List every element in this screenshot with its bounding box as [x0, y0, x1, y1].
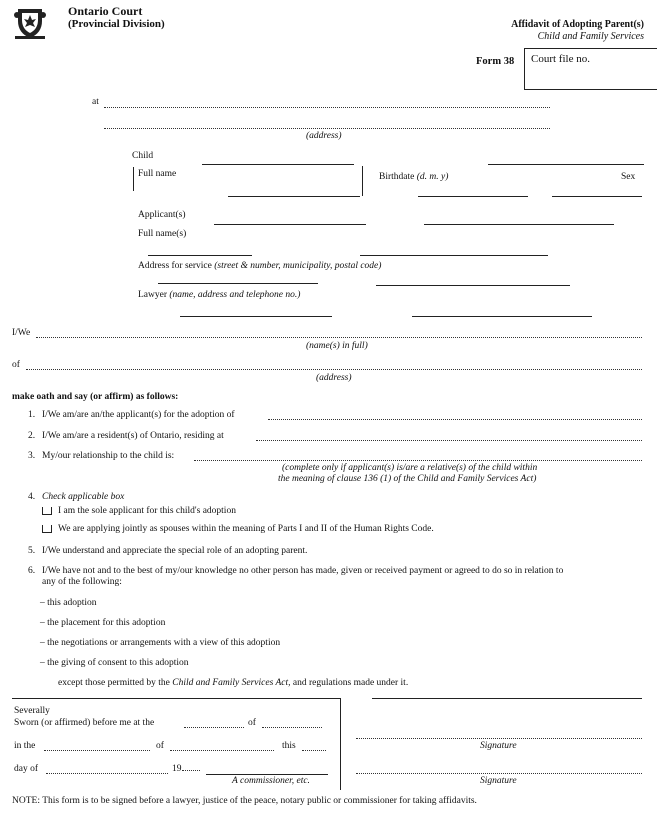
- p2-text: I/We am/are a resident(s) of Ontario, residing at: [42, 431, 224, 441]
- signature2-line[interactable]: [356, 773, 642, 774]
- form-subtitle: Child and Family Services: [537, 31, 644, 42]
- day-of-label: day of: [14, 764, 39, 774]
- in-the-of-label: of: [156, 741, 164, 751]
- p3-note-line1: (complete only if applicant(s) is/are a relative(s) of the child within: [282, 463, 538, 473]
- deponent-address-field[interactable]: [26, 369, 642, 370]
- sworn-of-label: of: [248, 718, 256, 728]
- child-rule: [202, 164, 354, 165]
- birthdate-label: Birthdate: [379, 172, 415, 182]
- child-name-field[interactable]: [228, 196, 360, 197]
- child-divider-left: [133, 167, 134, 191]
- birthdate-format: (d. m. y): [416, 172, 449, 182]
- full-name-label: Full name: [138, 169, 177, 179]
- applicants-label: Applicant(s): [138, 210, 186, 220]
- note-label: NOTE:: [12, 796, 40, 806]
- ontario-crest-icon: [12, 5, 48, 41]
- in-the-field[interactable]: [44, 750, 150, 751]
- applicant2-field[interactable]: [424, 224, 614, 225]
- at-label: at: [92, 97, 99, 107]
- applicant-name-extra2[interactable]: [360, 255, 548, 256]
- lawyer-field2[interactable]: [412, 316, 592, 317]
- of-label: of: [12, 360, 20, 370]
- signature1-line[interactable]: [356, 738, 642, 739]
- p6-item: – the negotiations or arrangements with a view of this adoption: [40, 638, 281, 648]
- sworn-of-field[interactable]: [262, 727, 322, 728]
- signature2-caption: Signature: [480, 776, 517, 786]
- signature1-caption: Signature: [480, 741, 517, 751]
- p2-number: 2.: [28, 431, 36, 441]
- p3-number: 3.: [28, 451, 36, 461]
- address-caption: (address): [306, 131, 342, 141]
- lawyer-label: Lawyer: [138, 290, 168, 300]
- deponent-names-field[interactable]: [36, 337, 642, 338]
- lawyer-hint: (name, address and telephone no.): [169, 290, 301, 300]
- p4-text: Check applicable box: [42, 492, 125, 502]
- p6-item: – the placement for this adoption: [40, 618, 166, 628]
- form-number: Form 38: [476, 56, 515, 67]
- p6-number: 6.: [28, 566, 36, 576]
- form-title: Affidavit of Adopting Parent(s): [511, 19, 644, 30]
- this-label: this: [282, 741, 296, 751]
- sex-field[interactable]: [552, 196, 642, 197]
- year-prefix: 19: [172, 764, 182, 774]
- sex-label: Sex: [621, 172, 636, 182]
- p6-except-prefix: except those permitted by the: [58, 678, 170, 688]
- court-file-number-box[interactable]: [524, 48, 657, 90]
- address-service-field1[interactable]: [158, 283, 318, 284]
- year-field[interactable]: [182, 770, 200, 771]
- applicant1-field[interactable]: [214, 224, 366, 225]
- p6-item: – the giving of consent to this adoption: [40, 658, 189, 668]
- p1-text: I/We am/are an/the applicant(s) for the adoption of: [42, 410, 235, 420]
- this-field[interactable]: [302, 750, 326, 751]
- p3-text: My/our relationship to the child is:: [42, 451, 175, 461]
- p3-field[interactable]: [194, 460, 642, 461]
- oath-line: make oath and say (or affirm) as follows:: [12, 392, 179, 402]
- p4-number: 4.: [28, 492, 36, 502]
- child-divider-right: [362, 166, 363, 196]
- address-service-field2[interactable]: [376, 285, 570, 286]
- p6-text-line1: I/We have not and to the best of my/our knowledge no other person has made, given or received payment or agreed to do so in relation to: [42, 566, 564, 576]
- lawyer-field1[interactable]: [180, 316, 332, 317]
- address-field[interactable]: [104, 128, 550, 129]
- commissioner-caption: A commissioner, etc.: [232, 776, 310, 786]
- p1-field[interactable]: [268, 419, 642, 420]
- p5-text: I/We understand and appreciate the special role of an adopting parent.: [42, 546, 308, 556]
- birthdate-field[interactable]: [418, 196, 528, 197]
- iwe-label: I/We: [12, 328, 31, 338]
- court-file-label: Court file no.: [531, 53, 590, 65]
- court-division: (Provincial Division): [68, 18, 165, 30]
- full-names-label: Full name(s): [138, 229, 187, 239]
- p4-option2: We are applying jointly as spouses within the meaning of Parts I and II of the Human Rights Code.: [58, 524, 434, 534]
- p6-except-suffix: and regulations made under it.: [292, 678, 409, 688]
- in-the-of-field[interactable]: [170, 750, 274, 751]
- in-the-label: in the: [14, 741, 36, 751]
- commissioner-signature-line[interactable]: [206, 774, 328, 775]
- joint-applicants-checkbox[interactable]: [42, 525, 52, 533]
- sworn-label: Sworn (or affirmed) before me at the: [14, 718, 155, 728]
- p4-option1: I am the sole applicant for this child's adoption: [58, 506, 236, 516]
- sworn-place-field[interactable]: [184, 727, 244, 728]
- day-of-field[interactable]: [46, 773, 168, 774]
- child-label: Child: [132, 151, 154, 161]
- names-caption: (name(s) in full): [306, 341, 368, 351]
- jurat-divider: [340, 698, 341, 790]
- p2-field[interactable]: [256, 440, 642, 441]
- location-field[interactable]: [104, 107, 550, 108]
- p6-except-act: Child and Family Services Act,: [172, 678, 291, 688]
- p6-item: – this adoption: [40, 598, 97, 608]
- address-service-label: Address for service: [138, 261, 212, 271]
- p6-text-line2: any of the following:: [42, 577, 122, 587]
- p3-note-line2: the meaning of clause 136 (1) of the Child and Family Services Act): [278, 474, 537, 484]
- deponent-address-caption: (address): [316, 373, 352, 383]
- applicant-name-extra1[interactable]: [148, 255, 252, 256]
- address-service-hint: (street & number, municipality, postal code): [214, 261, 382, 271]
- jurat-top-rule-left: [12, 698, 340, 699]
- note-text: This form is to be signed before a lawyer, justice of the peace, notary public or commissioner for taking affidavits.: [42, 796, 477, 806]
- child-rule-right: [488, 164, 644, 165]
- jurat-top-rule-right: [372, 698, 642, 699]
- severally-label: Severally: [14, 706, 50, 716]
- p5-number: 5.: [28, 546, 36, 556]
- sole-applicant-checkbox[interactable]: [42, 507, 52, 515]
- p1-number: 1.: [28, 410, 36, 420]
- court-name: Ontario Court: [68, 4, 143, 18]
